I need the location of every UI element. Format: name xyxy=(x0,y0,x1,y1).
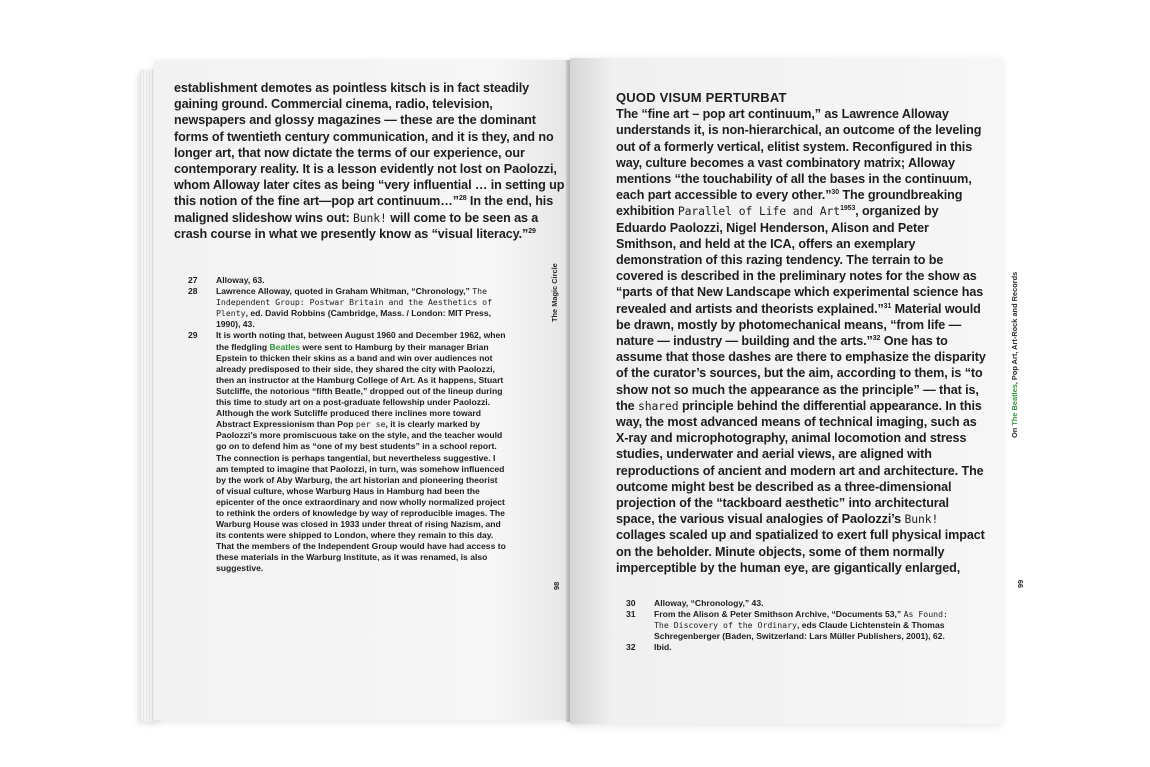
footnote-text: , it is clearly marked by Paolozzi’s more promiscuous take on the style, and the teacher would go on to defend him as “one of my best students” in a school report. The connection is perhaps tangential, but nevertheless suggestive. I am tempted to imagine that Paolozzi, in turn, was somehow influenced by the work of Aby Warburg, the art historian and pioneering theorist of visual culture, whose Warburg Haus in Hamburg had been the epicenter of the once extraordinary and now wholly normalized project to rethink the orders of knowledge by way of reproducible images. The Warburg House was closed in 1933 under threat of rising Nazism, and its contents were shipped to London, where they remain to this day. That the members of the Independent Group would have had access to these materials in the Warburg Institute, as it was renamed, is also suggestive. xyxy=(216,419,506,574)
body-text-run: establishment demotes as pointless kitsch is in fact steadily gaining ground. Commercial cinema, radio, television, newspapers and glossy magazines — these are the dominant forms of twentieth century communication, and it is they, and no longer art, that now dictate the terms of our experience, our contemporary reality. It is a lesson evidently not lost on Paolozzi, whom Alloway later cites as being “very influential … in setting up this notion of the fine art—pop art continuum…” xyxy=(174,81,565,209)
body-text-run: will come to be seen as a crash course in what we presently know as “visual literacy.” xyxy=(174,210,539,241)
footnote-text: From the Alison & Peter Smithson Archive, “Documents 53,” xyxy=(654,609,904,620)
footnote-number: 29 xyxy=(188,330,198,341)
right-footnotes xyxy=(626,598,956,653)
footnote-text: Alloway, “Chronology,” 43. xyxy=(654,598,764,608)
body-text-run: , organized by Eduardo Paolozzi, Nigel Henderson, Alison and Peter Smithson, and held at the ICA, offers an exemplary demonstration of this razing tendency. The terrain to be covered is described in the preliminary notes for the show as “parts of that New Landscape which experimental science has revealed and artists and theorists explained.” xyxy=(616,204,984,316)
left-footnotes xyxy=(188,275,506,575)
left-body-text xyxy=(174,80,566,242)
italic-title-exhibition: Parallel of Life and Art xyxy=(677,204,841,219)
footnote-ref-31: 31 xyxy=(883,302,892,310)
right-page xyxy=(570,58,1025,724)
footnote-ref-32: 32 xyxy=(872,334,881,342)
page-number-right: 99 xyxy=(1016,579,1025,588)
italic-title-bunk: Bunk! xyxy=(353,210,387,225)
body-text-run: In the end, his maligned slideshow wins out: xyxy=(174,194,554,225)
footnote-27 xyxy=(188,275,506,286)
body-text-run: The groundbreaking exhibition xyxy=(616,188,963,219)
running-head-highlight: The Beatles xyxy=(1010,384,1019,426)
footnote-text: , ed. David Robbins (Cambridge, Mass. / London: MIT Press, 1990), 43. xyxy=(216,308,492,330)
footnote-text: were sent to Hamburg by their manager Brian Epstein to thicken their skins as a band and win over audiences not already predisposed to their side, they shared the city with Paolozzi, then an instructor at the Hamburg College of Art. As it happens, Stuart Sutcliffe, the notorious “fifth Beatle,” dropped out of the lineup during this time to study art on a post-graduate fellowship under Paolozzi. Although the work Sutcliffe produced there inclines more toward Abstract Expressionism than Pop xyxy=(216,341,504,430)
open-book xyxy=(140,52,1025,724)
section-heading: QUOD VISUM PERTURBAT xyxy=(616,90,787,105)
highlighted-term-beatles: Beatles xyxy=(269,341,301,352)
body-text-run: principle behind the differential appearance. In this way, the most advanced means of technical imaging, such as X-ray and microphotography, animal locomotion and stress studies, underwater and aerial views, are aligned with reproductions of ancient and modern art and architecture. The outcome might best be described as a three-dimensional projection of the “tackboard aesthetic” into architectural space, the various visual analogies of Paolozzi’s xyxy=(616,398,984,527)
footnote-italic-title: As Found: The Discovery of the Ordinary xyxy=(654,609,948,631)
left-page xyxy=(154,60,584,720)
footnote-ref-28: 28 xyxy=(458,195,467,203)
footnote-text: Lawrence Alloway, quoted in Graham Whitman, “Chronology,” xyxy=(216,286,473,297)
page-number-left: 98 xyxy=(552,581,561,590)
italic-title-bunk: Bunk! xyxy=(904,512,939,527)
footnote-number: 27 xyxy=(188,275,198,285)
body-text-run: The “fine art – pop art continuum,” as Lawrence Alloway understands it, is non-hierarchical, an outcome of the leveling out of a formerly vertical, elitist system. Reconfigured in this way, culture becomes a vast combinatory matrix; Alloway mentions “the touchability of all the bases in the continuum, each part accessible to every other.” xyxy=(616,107,982,203)
footnote-italic-title: The Independent Group: Postwar Britain and the Aesthetics of Plenty xyxy=(216,286,493,319)
footnote-text: Alloway, 63. xyxy=(216,275,265,285)
footnote-29 xyxy=(188,330,506,574)
running-head-right xyxy=(1010,272,1019,438)
footnote-31 xyxy=(626,609,956,642)
footnote-number: 32 xyxy=(626,642,636,653)
body-text-run: collages scaled up and spatialized to exert full physical impact on the beholder. Minute objects, some of them normally imperceptible by the human eye, are gigantically enlarged, xyxy=(616,528,985,575)
superscript-year: 1953 xyxy=(840,205,856,213)
footnote-number: 31 xyxy=(626,609,636,620)
footnote-number: 30 xyxy=(626,598,636,608)
footnote-text: , eds Claude Lichtenstein & Thomas Schregenberger (Baden, Switzerland: Lars Müller Publishers, 2001), 62. xyxy=(654,620,945,642)
footnote-italic-term: per se xyxy=(355,419,386,430)
running-head-text: , Pop Art, Art-Rock and Records xyxy=(1010,271,1019,385)
body-text-run: Material would be drawn, mostly by photomechanical means, “from life — nature — industry — building and the arts.” xyxy=(616,301,981,349)
footnote-ref-30: 30 xyxy=(831,189,839,197)
footnote-text: It is worth noting that, between August 1960 and December 1962, when the fledgling xyxy=(216,330,506,352)
italic-term-shared: shared xyxy=(638,398,679,413)
footnote-32 xyxy=(626,642,956,653)
footnote-30 xyxy=(626,598,956,609)
body-text-run: One has to assume that those dashes are there to emphasize the disparity of the curator’s sources, but the aim, according to them, is “to show not so much the appearance as the principle” — that is, the xyxy=(616,334,986,413)
footnote-text: Ibid. xyxy=(654,642,672,653)
running-head-text: On xyxy=(1010,425,1019,438)
footnote-28 xyxy=(188,286,506,330)
running-head-left: The Magic Circle xyxy=(550,263,559,322)
footnote-ref-29: 29 xyxy=(528,227,536,235)
footnote-number: 28 xyxy=(188,286,198,297)
right-body-text xyxy=(616,90,986,576)
